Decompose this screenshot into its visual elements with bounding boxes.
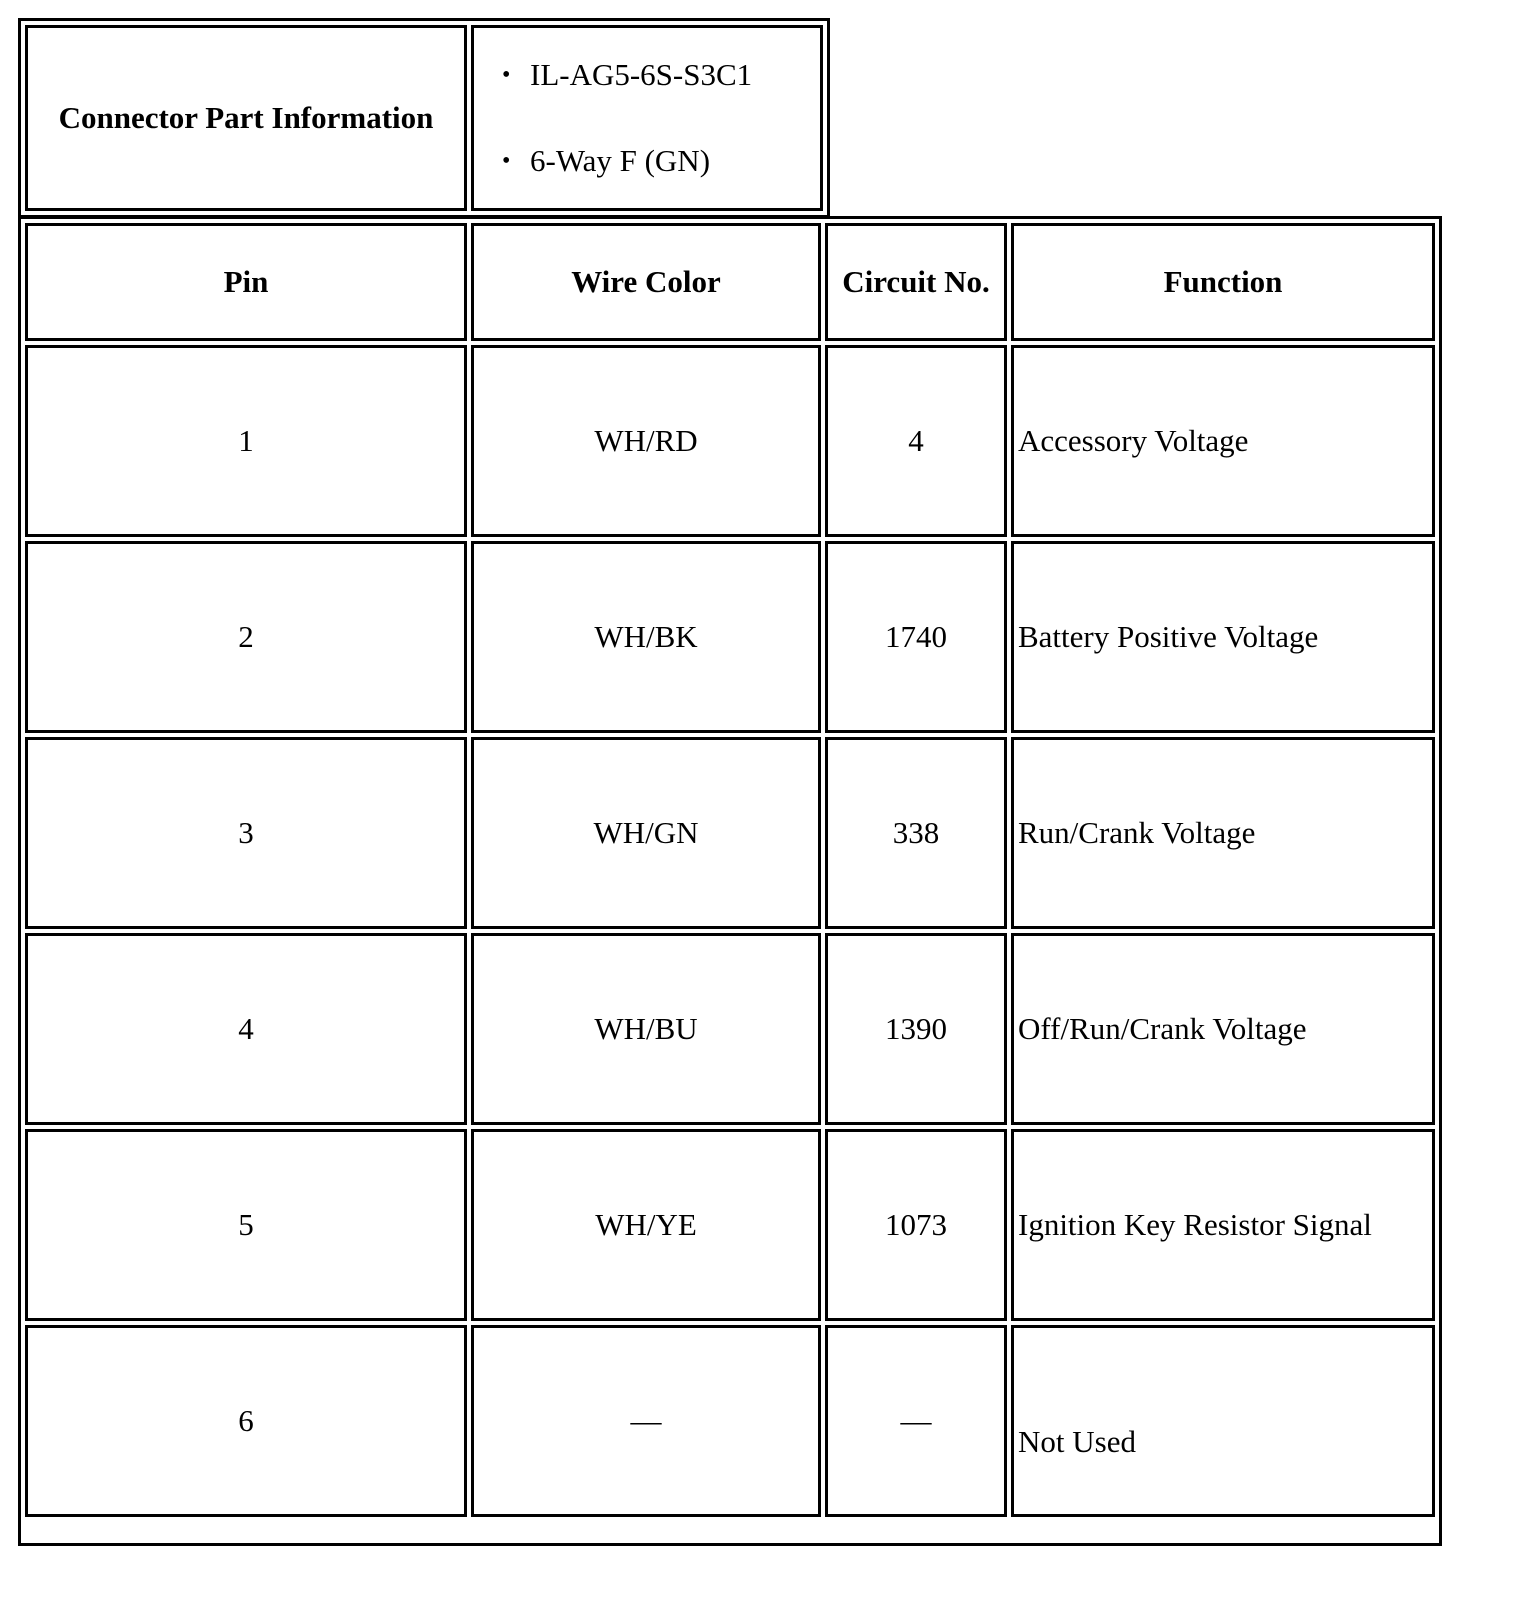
circuit-no-cell: — [825,1325,1007,1517]
header-wire-color: Wire Color [471,223,821,341]
connector-info-label: Connector Part Information [25,25,467,211]
function-cell: Battery Positive Voltage [1011,541,1435,733]
header-function: Function [1011,223,1435,341]
pin-cell: 4 [25,933,467,1125]
pin-table [18,216,1442,1546]
function-cell: Run/Crank Voltage [1011,737,1435,929]
circuit-no-cell: 1390 [825,933,1007,1125]
circuit-no-cell: 338 [825,737,1007,929]
connector-part-number: • IL-AG5-6S-S3C1 [498,32,820,118]
table-row [25,1129,1435,1321]
function-cell: Ignition Key Resistor Signal [1011,1129,1435,1321]
connector-info-list [498,32,820,204]
connector-info-table [18,18,830,218]
pin-cell: 1 [25,345,467,537]
circuit-no-cell: 4 [825,345,1007,537]
function-cell: Accessory Voltage [1011,345,1435,537]
connector-description: • 6-Way F (GN) [498,118,820,204]
table-row [25,737,1435,929]
circuit-no-cell: 1740 [825,541,1007,733]
wire-color-cell: WH/RD [471,345,821,537]
pin-cell: 6 [25,1325,467,1517]
wire-color-cell: WH/BK [471,541,821,733]
wire-color-cell: WH/GN [471,737,821,929]
wire-color-cell: WH/BU [471,933,821,1125]
wire-color-cell: WH/YE [471,1129,821,1321]
connector-info-values [471,25,823,211]
table-row [25,345,1435,537]
circuit-no-cell: 1073 [825,1129,1007,1321]
pin-cell: 3 [25,737,467,929]
table-row [25,1325,1435,1517]
pin-cell: 5 [25,1129,467,1321]
table-row [25,541,1435,733]
pin-cell: 2 [25,541,467,733]
table-row [25,933,1435,1125]
table-header-row [25,223,1435,341]
function-cell: Not Used [1011,1325,1435,1517]
wire-color-cell: — [471,1325,821,1517]
function-cell: Off/Run/Crank Voltage [1011,933,1435,1125]
header-pin: Pin [25,223,467,341]
header-circuit-no: Circuit No. [825,223,1007,341]
